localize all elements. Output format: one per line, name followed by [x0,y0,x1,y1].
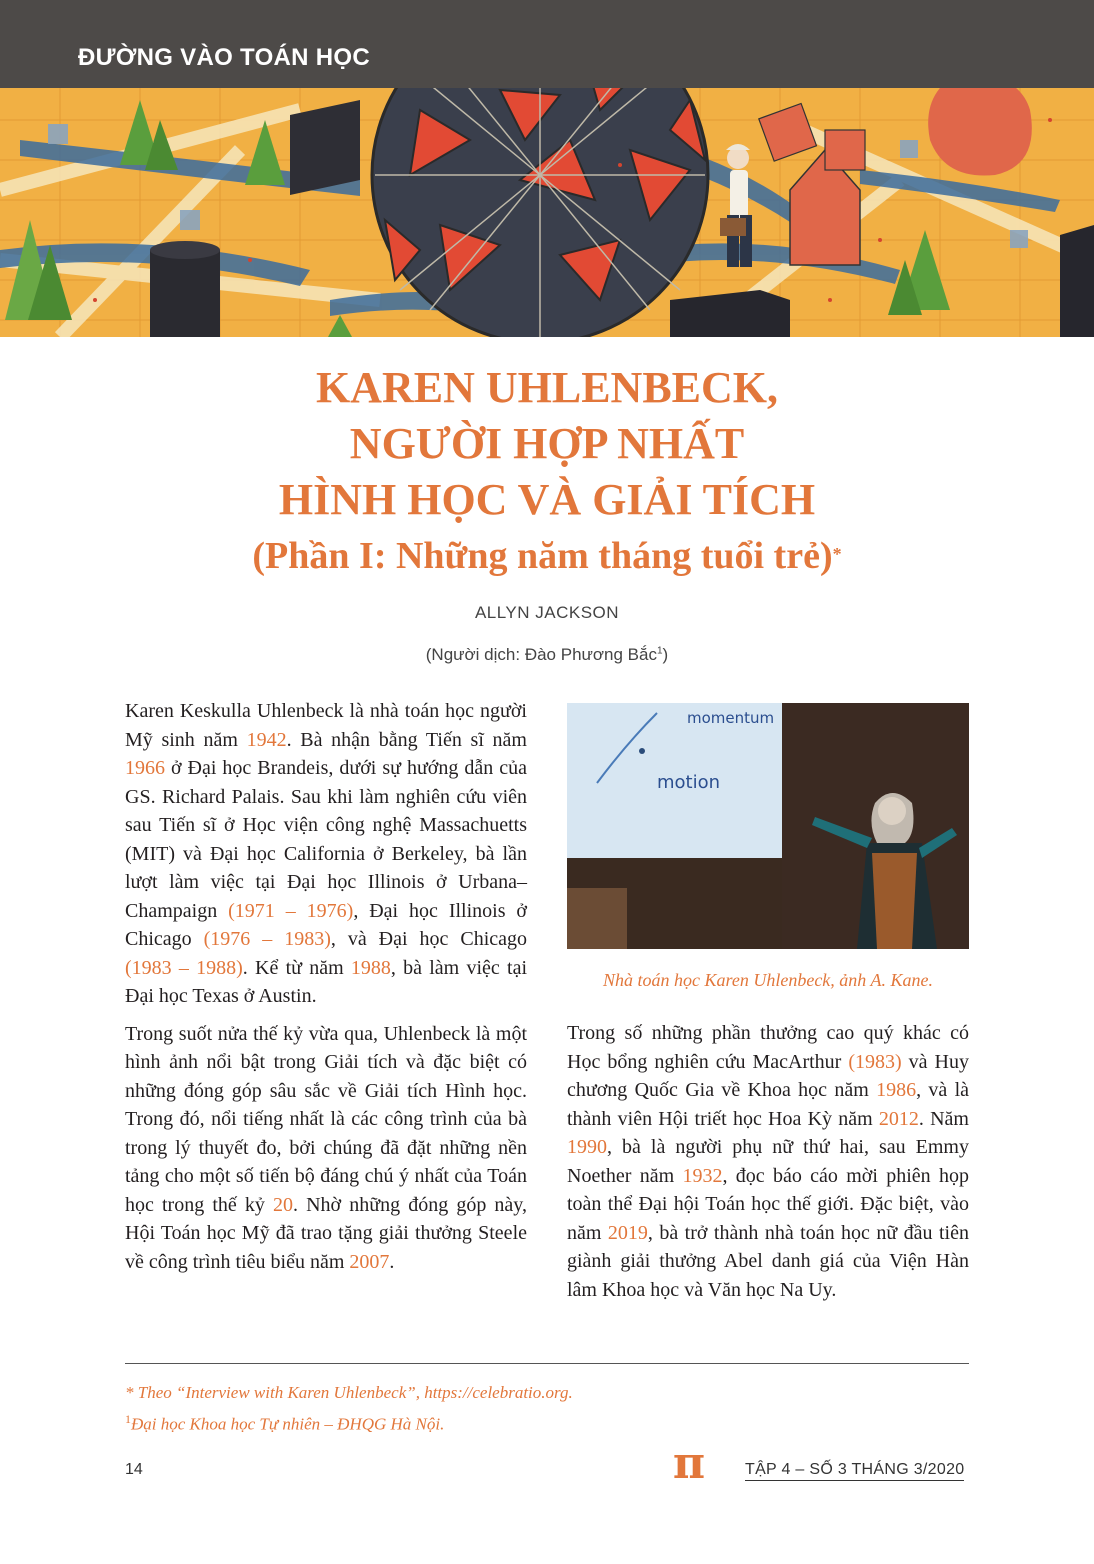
issue-label: TẬP 4 – SỐ 3 THÁNG 3/2020 [745,1461,964,1481]
paragraph-1 [125,697,527,1011]
translator-line [0,645,1094,665]
year: 1986 [876,1079,917,1101]
footnote-2 [125,1406,573,1438]
text: , đọc báo cáo mời phiên họp toàn thể Đại hội Toán học thế giới. Đặc biệt, vào năm [567,1164,969,1244]
footnote-mark: * [832,544,842,564]
year: (1983) [848,1050,902,1073]
pi-logo-icon [668,1440,710,1484]
text: . Kể từ năm [242,956,351,979]
right-column [567,1019,969,1313]
title-line-3: HÌNH HỌC VÀ GIẢI TÍCH [278,475,816,524]
year: 1932 [682,1164,723,1187]
author-name: ALLYN JACKSON [474,603,620,622]
year-range: (1983 – 1988) [125,956,243,979]
paragraph-3 [567,1019,969,1304]
footnotes [125,1380,573,1438]
text: , bà là người phụ nữ thứ hai, sau Emmy Noether năm [567,1136,969,1187]
left-column [125,697,527,1285]
text: Karen Keskulla Uhlenbeck là nhà toán học người Mỹ sinh năm [125,700,527,751]
text: . Bà nhận bằng Tiến sĩ năm [286,728,527,751]
year: 20 [273,1193,293,1216]
text: Trong số những phần thưởng cao quý khác có Học bổng nghiên cứu MacArthur [567,1022,969,1073]
text: . Năm [918,1107,969,1130]
text: . [389,1250,395,1273]
text: , bà trở thành nhà toán học nữ đầu tiên giành giải thưởng Abel danh giá của Viện Hàn lâm Khoa học và Văn học Na Uy. [567,1221,969,1301]
year: 1942 [246,728,287,751]
page-number: 14 [125,1461,143,1478]
board-word-motion: motion [657,772,721,793]
footnote-1: * Theo “Interview with Karen Uhlenbeck”, https://celebratio.org. [125,1383,573,1402]
footnote-divider [125,1363,969,1364]
pi-logo-glyph: π [672,1440,706,1484]
article-title [0,360,1094,584]
photo-art [567,703,969,949]
text: . Nhờ những đóng góp này, Hội Toán học Mỹ đã trao tặng giải thưởng Steele về công trình tiêu biểu năm [125,1193,528,1273]
text: , Đại học Illinois ở Chicago [125,899,527,950]
year: 2007 [349,1250,390,1273]
year-range: (1971 – 1976) [228,899,354,922]
photo-caption: Nhà toán học Karen Uhlenbeck, ảnh A. Kane. [603,970,933,990]
text: và Huy chương Quốc Gia về Khoa học năm [567,1050,969,1101]
year: 1966 [125,757,165,779]
lecture-photo [567,703,969,949]
text: ở Đại học Brandeis, dưới sự hướng dẫn của GS. Richard Palais. Sau khi làm nghiên cứu viên sau Tiến sĩ ở Học viện công nghệ Massachuetts (MIT) và Đại học California ở Berkeley, bà lần lượt làm việc tại Đại học Illinois ở Urbana–Champaign [125,757,527,922]
subtitle-text: (Phần I: Những năm tháng tuổi trẻ) [252,535,833,577]
header-illustration [0,0,1094,337]
year: 2019 [607,1221,648,1244]
year-range: (1976 – 1983) [203,928,331,950]
translator-text: (Người dịch: Đào Phương Bắc [425,645,657,664]
text: , bà làm việc tại Đại học Texas ở Austin. [125,956,527,1007]
paragraph-2 [125,1020,527,1277]
title-line-2: NGƯỜI HỢP NHẤT [349,419,745,468]
year: 1988 [350,956,391,979]
year: 1990 [567,1136,607,1158]
text: , và là thành viên Hội triết học Hoa Kỳ năm [567,1079,970,1130]
text: , và Đại học Chicago [330,928,528,950]
footnote-mark: 1 [656,645,663,657]
translator-close: ) [662,645,669,664]
article-subtitle [0,528,1094,584]
board-word-momentum: momentum [687,709,775,727]
footnote-text: Đại học Khoa học Tự nhiên – ĐHQG Hà Nội. [131,1414,445,1434]
text: Trong suốt nửa thế kỷ vừa qua, Uhlenbeck là một hình ảnh nổi bật trong Giải tích và đặc biệt có những đóng góp sâu sắc về Giải tích Hình học. Trong đó, nổi tiếng nhất là các công trình của bà trong lý thuyết đo, bởi chúng đã đặt những nền tảng cho một số tiến bộ đáng chú ý nhất của Toán học trong thế kỷ [125,1022,527,1216]
section-label: ĐƯỜNG VÀO TOÁN HỌC [78,44,371,71]
footnote-mark: 1 [125,1412,131,1426]
title-line-1: KAREN UHLENBECK, [315,363,779,412]
year: 2012 [878,1107,919,1130]
